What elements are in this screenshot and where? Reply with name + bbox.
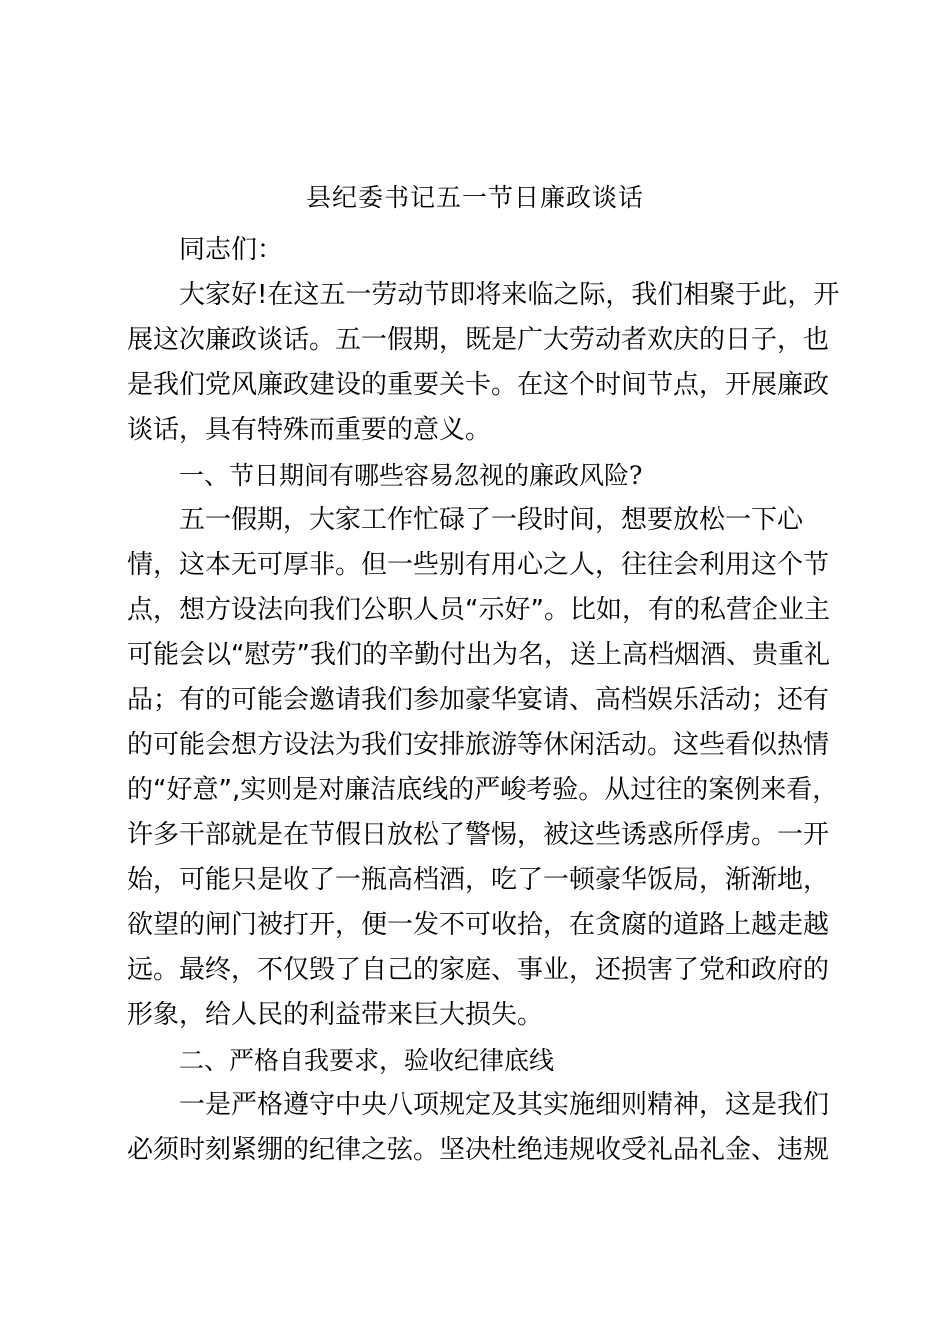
paragraph-line: 品；有的可能会邀请我们参加豪华宴请、高档娱乐活动；还有 [127,685,830,715]
section-heading-1: 一、节日期间有哪些容易忽视的廉政风险? [179,461,643,490]
paragraph-line: 情，这本无可厚非。但一些别有用心之人，往往会利用这个节 [127,550,830,580]
paragraph-line: 点，想方设法向我们公职人员“示好”。比如，有的私营企业主 [127,595,830,625]
paragraph-line: 的可能会想方设法为我们安排旅游等休闲活动。这些看似热情 [127,730,830,760]
paragraph-line: 始，可能只是收了一瓶高档酒，吃了一顿豪华饭局，渐渐地， [127,865,830,895]
paragraph-requirements [127,1083,830,1173]
paragraph-line: 欲望的闸门被打开，便一发不可收拾，在贪腐的道路上越走越 [127,910,830,940]
paragraph-line: 展这次廉政谈话。五一假期，既是广大劳动者欢庆的日子，也 [127,325,830,355]
paragraph-line: 可能会以“慰劳”我们的辛勤付出为名，送上高档烟酒、贵重礼 [127,640,830,670]
paragraph-line: 形象，给人民的利益带来巨大损失。 [127,1000,544,1030]
paragraph-line: 五一假期，大家工作忙碌了一段时间，想要放松一下心 [179,505,804,535]
paragraph-line: 谈话，具有特殊而重要的意义。 [127,415,492,445]
document-body [127,228,840,1173]
section-heading-2: 二、严格自我要求，验收纪律底线 [179,1046,555,1075]
paragraph-line: 远。最终，不仅毁了自己的家庭、事业，还损害了党和政府的 [127,955,830,985]
document-title: 县纪委书记五一节日廉政谈话 [305,183,644,212]
paragraph-line: 的“好意”,实则是对廉洁底线的严峻考验。从过往的案例来看， [127,775,839,805]
paragraph-intro [127,273,840,453]
paragraph-risks [127,498,839,1038]
paragraph-line: 许多干部就是在节假日放松了警惕，被这些诱惑所俘虏。一开 [127,820,830,850]
paragraph-line: 大家好!在这五一劳动节即将来临之际，我们相聚于此，开 [179,280,840,310]
paragraph-line: 一是严格遵守中央八项规定及其实施细则精神，这是我们 [179,1090,830,1120]
paragraph-line: 是我们党风廉政建设的重要关卡。在这个时间节点，开展廉政 [127,370,830,400]
greeting: 同志们： [179,235,284,265]
paragraph-line: 必须时刻紧绷的纪律之弦。坚决杜绝违规收受礼品礼金、违规 [127,1135,830,1165]
